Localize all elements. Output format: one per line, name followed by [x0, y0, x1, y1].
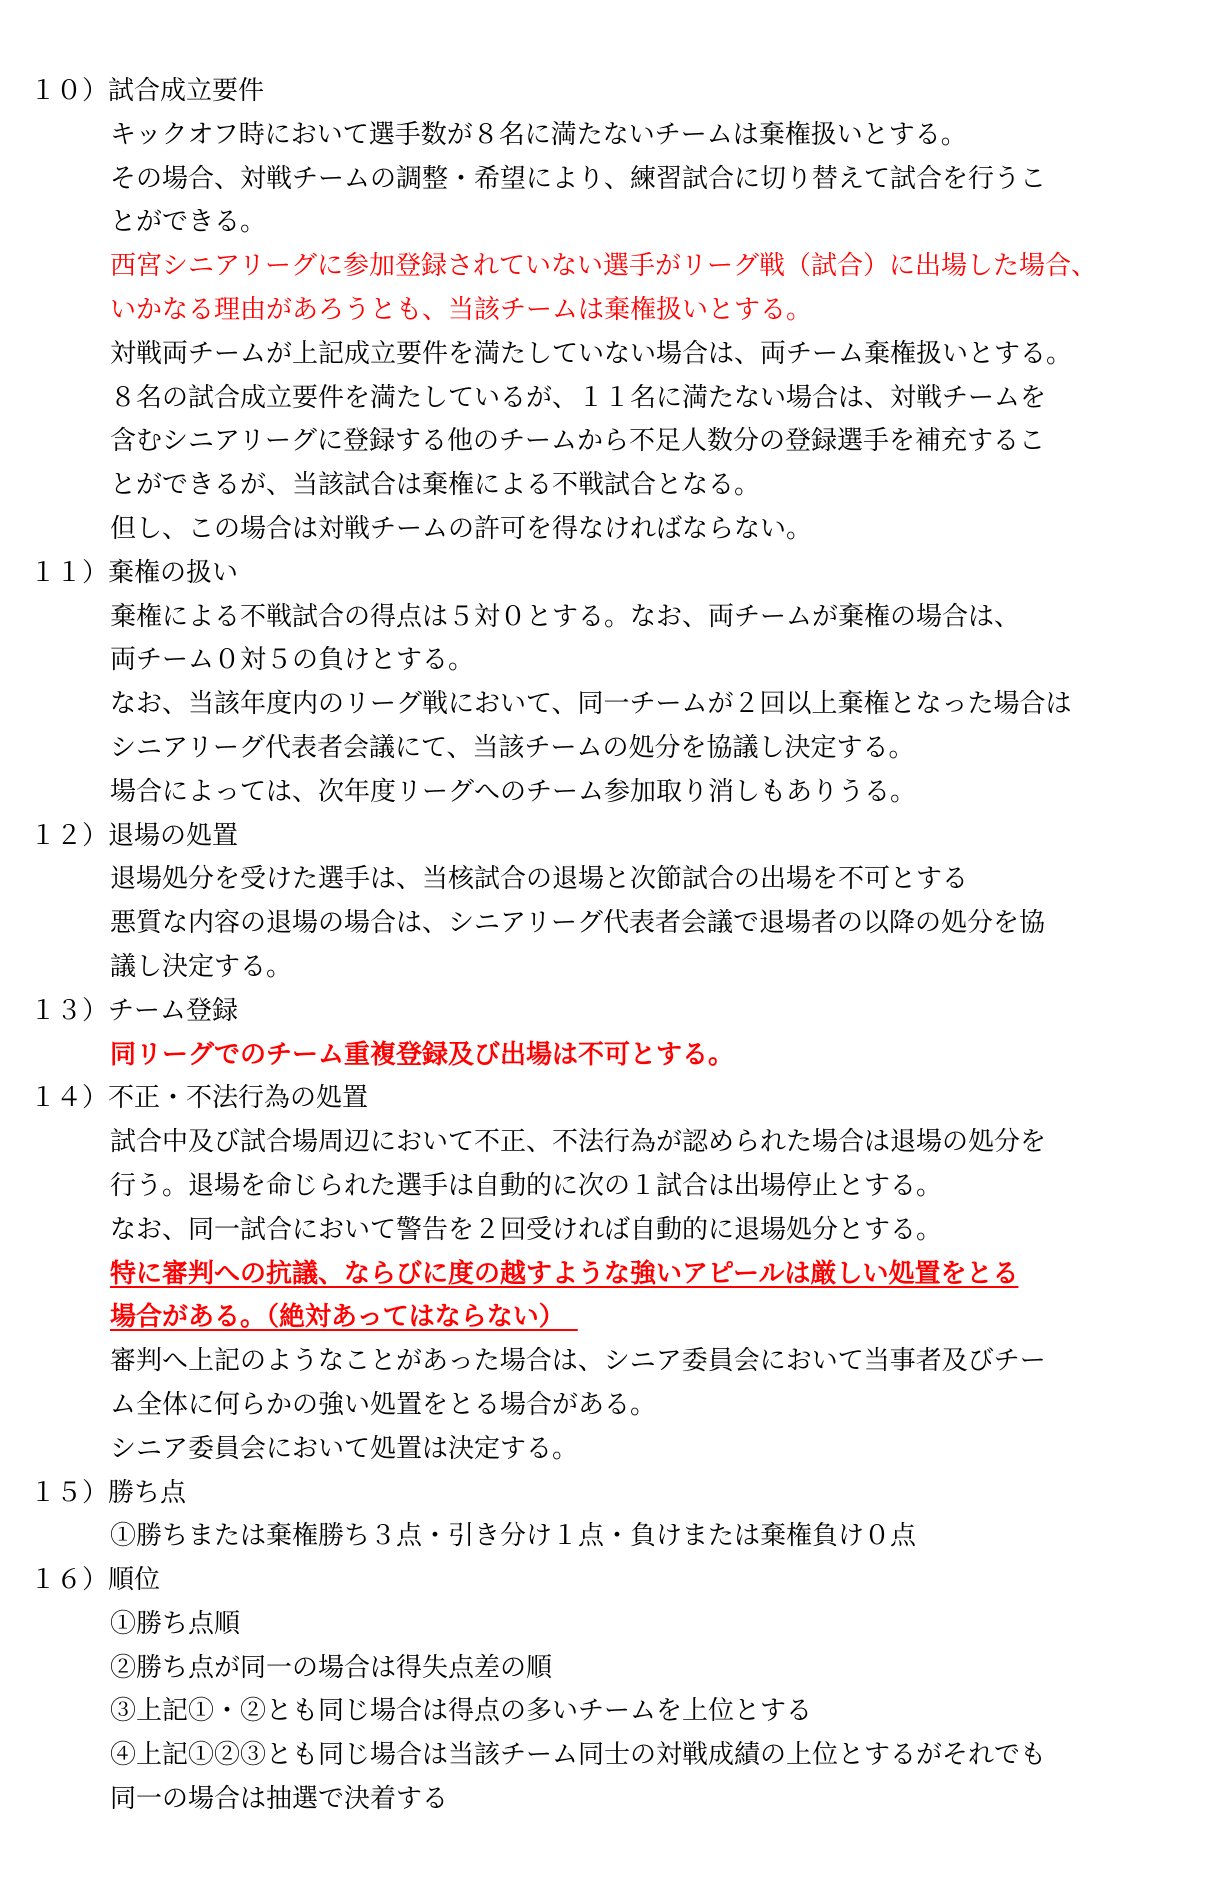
highlight-line: いかなる理由があろうとも、当該チームは棄権扱いとする。 [110, 294, 813, 325]
section-heading: １３）チーム登録 [30, 995, 239, 1026]
warning-text: 特に審判への抗議、ならびに度の越すような強いアピールは厳しい処置をとる [110, 1258, 1019, 1289]
highlight-line: 同リーグでのチーム重複登録及び出場は不可とする。 [110, 1039, 735, 1070]
section-14 [0, 1077, 1213, 1471]
warning-line [110, 1253, 1200, 1297]
paragraph-line: ③上記①・②とも同じ場合は得点の多いチームを上位とする [110, 1696, 813, 1727]
paragraph-line: ②勝ち点が同一の場合は得失点差の順 [110, 1652, 553, 1683]
section-heading: １６）順位 [30, 1565, 161, 1596]
paragraph-line: ８名の試合成立要件を満たしているが、１１名に満たない場合は、対戦チームを [110, 382, 1047, 413]
paragraph-line: 悪質な内容の退場の場合は、シニアリーグ代表者会議で退場者の以降の処分を協 [110, 908, 1045, 939]
paragraph-line: 場合によっては、次年度リーグへのチーム参加取り消しもありうる。 [110, 776, 917, 807]
paragraph-line: 対戦両チームが上記成立要件を満たしていない場合は、両チーム棄権扱いとする。 [110, 338, 1073, 369]
paragraph-line: 審判へ上記のようなことがあった場合は、シニア委員会において当事者及びチー [110, 1346, 1046, 1377]
paragraph-line: 但し、この場合は対戦チームの許可を得なければならない。 [110, 513, 813, 544]
paragraph-line: 含むシニアリーグに登録する他のチームから不足人数分の登録選手を補充するこ [110, 426, 1045, 457]
paragraph-line: 議し決定する。 [110, 951, 293, 982]
section-13 [0, 990, 1213, 1078]
section-heading: １１）棄権の扱い [30, 557, 239, 588]
paragraph-line: シニア委員会において処置は決定する。 [110, 1433, 579, 1464]
paragraph-line: 棄権による不戦試合の得点は５対０とする。なお、両チームが棄権の場合は、 [110, 601, 1021, 632]
paragraph-line: その場合、対戦チームの調整・希望により、練習試合に切り替えて試合を行うこ [110, 163, 1047, 194]
section-15 [0, 1472, 1213, 1560]
paragraph-line: 両チーム０対５の負けとする。 [110, 645, 475, 676]
paragraph-line: キックオフ時において選手数が８名に満たないチームは棄権扱いとする。 [110, 119, 967, 150]
paragraph-line: シニアリーグ代表者会議にて、当該チームの処分を協議し決定する。 [110, 732, 915, 763]
paragraph-line: 行う。退場を命じられた選手は自動的に次の１試合は出場停止とする。 [110, 1170, 943, 1201]
paragraph-line: 退場処分を受けた選手は、当核試合の退場と次節試合の出場を不可とする [110, 864, 969, 895]
paragraph-line: とができる。 [110, 207, 267, 238]
paragraph-line: ①勝ちまたは棄権勝ち３点・引き分け１点・負けまたは棄権負け０点 [110, 1521, 917, 1552]
warning-line [110, 1296, 1200, 1340]
paragraph-line: とができるが、当該試合は棄権による不戦試合となる。 [110, 470, 761, 501]
highlight-line: 西宮シニアリーグに参加登録されていない選手がリーグ戦（試合）に出場した場合、 [110, 251, 1097, 282]
section-heading: １５）勝ち点 [30, 1477, 187, 1508]
section-heading: １０）試合成立要件 [30, 76, 265, 106]
warning-text: 場合がある。（絶対あってはならない） [110, 1302, 578, 1333]
section-10 [0, 70, 1213, 552]
paragraph-line: ④上記①②③とも同じ場合は当該チーム同士の対戦成績の上位とするがそれでも [110, 1740, 1047, 1771]
paragraph-line: ム全体に何らかの強い処置をとる場合がある。 [110, 1389, 657, 1420]
section-11 [0, 552, 1213, 815]
paragraph-line: なお、当該年度内のリーグ戦において、同一チームが２回以上棄権となった場合は [110, 689, 1072, 720]
section-16 [0, 1559, 1213, 1822]
section-heading: １２）退場の処置 [30, 820, 239, 851]
paragraph-line: なお、同一試合において警告を２回受ければ自動的に退場処分とする。 [110, 1214, 943, 1245]
section-12 [0, 815, 1213, 990]
section-heading: １４）不正・不法行為の処置 [30, 1083, 369, 1114]
paragraph-line: 試合中及び試合場周辺において不正、不法行為が認められた場合は退場の処分を [110, 1127, 1047, 1158]
paragraph-line: ①勝ち点順 [110, 1608, 241, 1639]
paragraph-line: 同一の場合は抽選で決着する [110, 1784, 449, 1815]
